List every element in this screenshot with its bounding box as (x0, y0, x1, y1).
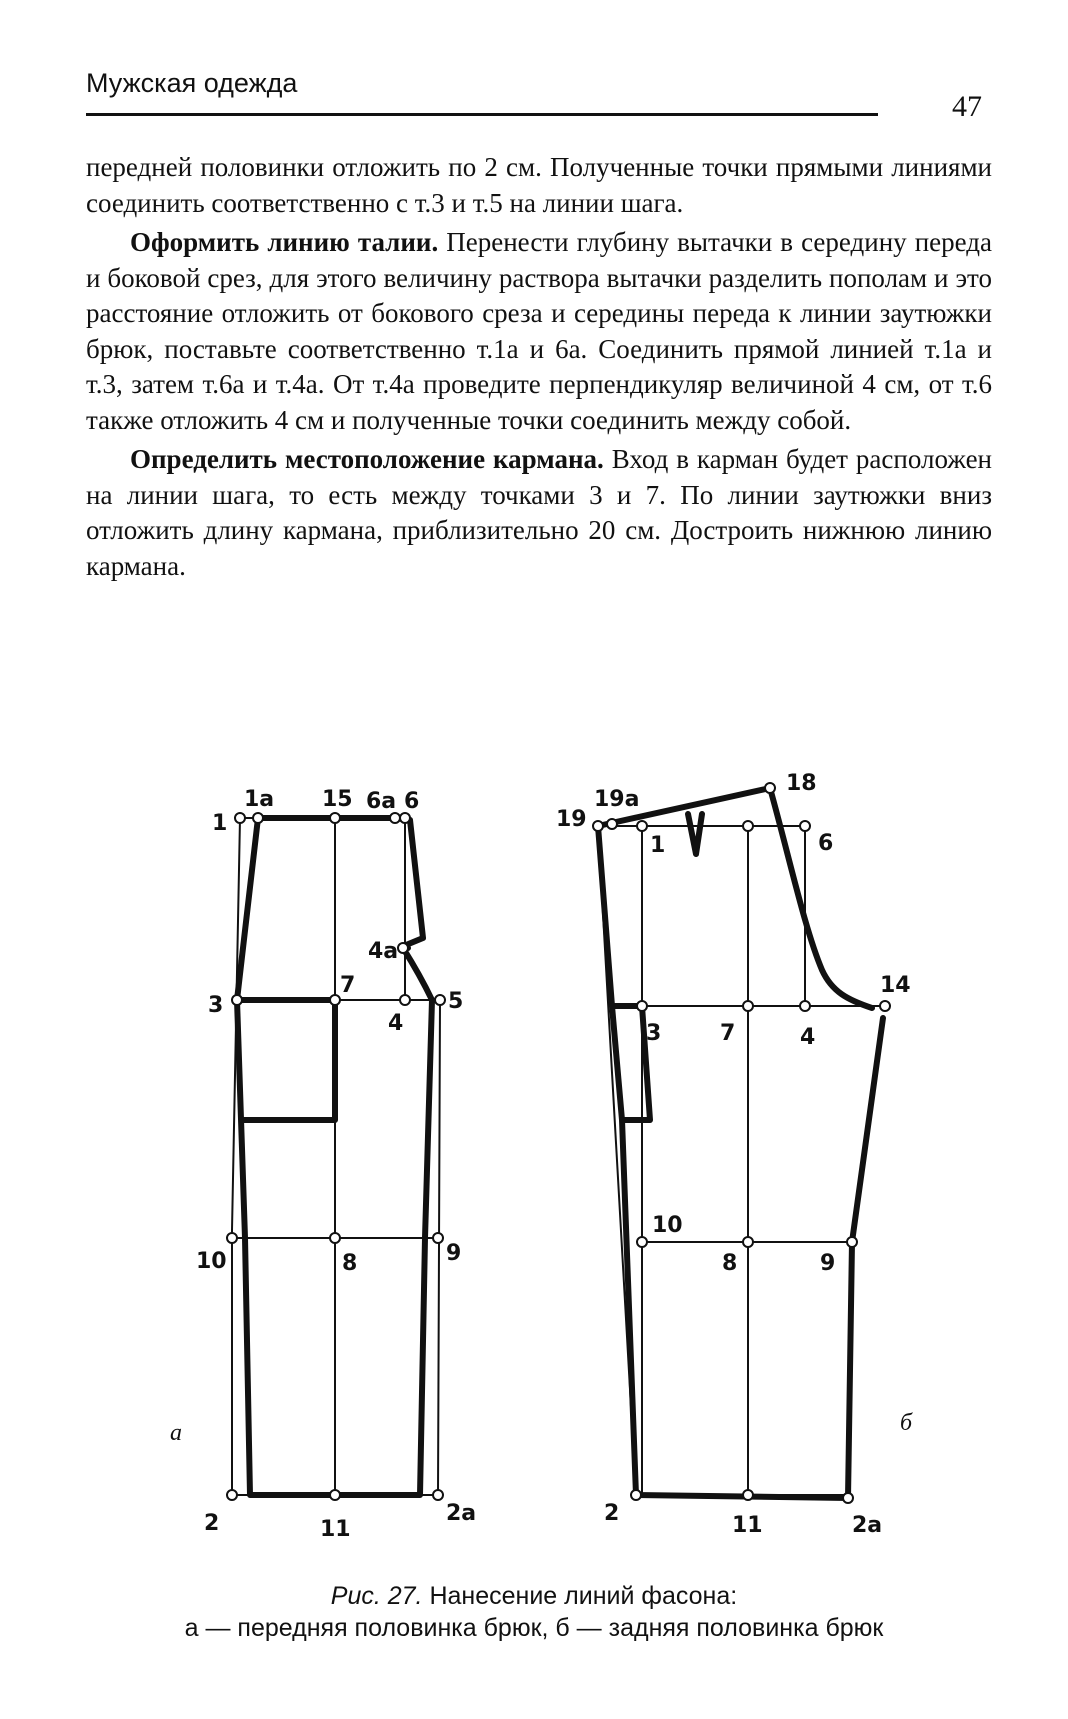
front-construction-lines (232, 818, 440, 1495)
point-label: 18 (786, 771, 817, 796)
point-label: 19 (556, 807, 587, 832)
running-head: Мужская одежда (86, 68, 298, 98)
point-label: 10 (196, 1249, 227, 1274)
point-markers (227, 783, 890, 1503)
paragraph-text: Перенести глубину вытачки в середину переда и боковой срез, для этого величину раствора вытачки разделить пополам и это расстояние отложить от бокового среза и середины переда к линии заутюжки брюк, поставьте соответственно т.1а и 6а. Соединить прямой линией т.1а и т.3, затем т.6а и т.4а. От т.4а проведите перпендикуляр величиной 4 см, от т.6 также отложить 4 см и полученные точки соединить между собой. (86, 227, 992, 435)
body-text (86, 150, 992, 588)
point-label: 2 (204, 1511, 220, 1536)
caption-number: Рис. 27. (330, 1582, 423, 1610)
caption-title: Нанесение линий фасона: (422, 1582, 738, 1610)
back-style-lines (598, 788, 883, 1498)
point-label: 11 (732, 1513, 763, 1538)
page-number: 47 (952, 90, 982, 123)
point-label: 6 (818, 831, 834, 856)
front-point-labels (170, 787, 476, 1542)
pattern-figure (0, 760, 1068, 1560)
point-label: 3 (208, 993, 224, 1018)
paragraph-heading: Определить местоположение кармана. (130, 444, 604, 474)
point-label: 2а (852, 1513, 883, 1538)
paragraph (86, 225, 992, 438)
point-label: 14 (880, 973, 911, 998)
point-label: 15 (322, 787, 353, 812)
point-label: 5 (448, 989, 464, 1014)
back-point-labels (556, 771, 913, 1538)
point-label: 19а (594, 787, 640, 812)
point-label: 9 (820, 1251, 836, 1276)
caption-legend: а — передняя половинка брюк, б — задняя половинка брюк (184, 1614, 884, 1642)
point-label: 7 (720, 1021, 736, 1046)
point-label: 6 (404, 789, 420, 814)
point-label: 7 (340, 973, 356, 998)
figure-caption (0, 1580, 1068, 1644)
point-label: 8 (342, 1251, 358, 1276)
point-label: 2 (604, 1501, 620, 1526)
point-label: 6а (366, 789, 397, 814)
paragraph-text: Вход в карман будет расположен на линии шага, то есть между точками 3 и 7. По линии заутюжки вниз отложить длину кармана, приблизительно 20 см. Достроить нижнюю линию кармана. (86, 444, 993, 581)
point-label: 9 (446, 1241, 462, 1266)
figure-letter-a: а (170, 1420, 182, 1446)
point-label: 2а (446, 1501, 477, 1526)
point-label: 8 (722, 1251, 738, 1276)
point-label: 11 (320, 1517, 351, 1542)
header-rule (86, 113, 878, 116)
point-label: 1 (650, 833, 666, 858)
figure-letter-b: б (900, 1410, 913, 1436)
back-construction-lines (598, 826, 885, 1495)
point-label: 4а (368, 939, 399, 964)
point-label: 4 (388, 1011, 404, 1036)
point-label: 1а (244, 787, 275, 812)
point-label: 3 (646, 1021, 662, 1046)
point-label: 4 (800, 1025, 816, 1050)
point-label: 1 (212, 811, 228, 836)
paragraph (86, 442, 992, 584)
point-label: 10 (652, 1213, 683, 1238)
caption-title-line (0, 1580, 1068, 1612)
paragraph-heading: Оформить линию талии. (130, 227, 439, 257)
paragraph: передней половинки отложить по 2 см. Полученные точки прямыми линиями соединить соответственно с т.3 и т.5 на линии шага. (86, 152, 992, 218)
